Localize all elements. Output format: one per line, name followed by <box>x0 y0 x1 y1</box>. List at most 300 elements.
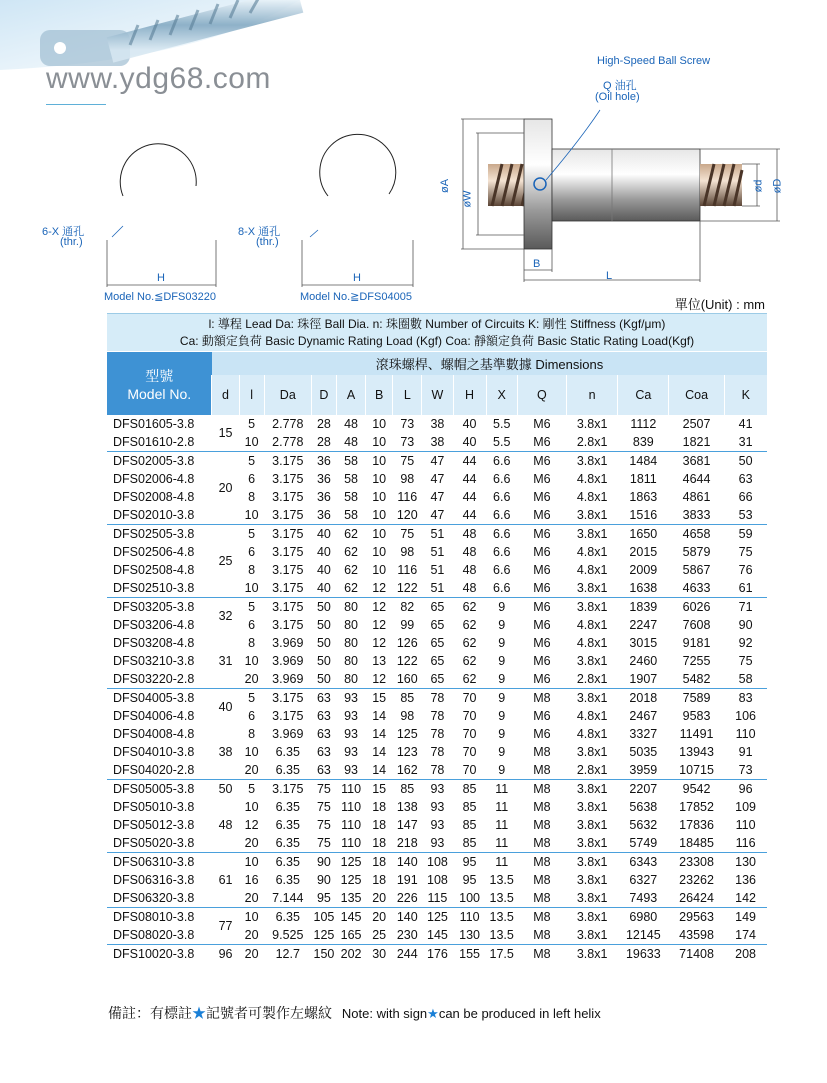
cell-x: 6.6 <box>493 581 511 595</box>
cell-d: 96 <box>212 945 239 964</box>
flange-profile-right <box>320 134 396 196</box>
cell-k: 136 <box>735 873 757 887</box>
cell-n: 4.8x1 <box>576 490 608 504</box>
cell-l: 126 <box>396 636 418 650</box>
cell-x: 9 <box>498 727 506 741</box>
legend-box <box>107 313 767 351</box>
cell-n: 3.8x1 <box>567 598 618 617</box>
cell-q: M8 <box>517 689 566 708</box>
cell-model: DFS02505-3.8 <box>107 525 212 544</box>
cell-l: 82 <box>393 598 422 617</box>
column-header-l: l <box>239 375 264 415</box>
cell-a: 125 <box>340 873 362 887</box>
cell-l: 10 <box>244 745 259 759</box>
cell-da: 3.969 <box>272 672 304 686</box>
cell-a: 48 <box>344 435 359 449</box>
column-header-n: n <box>567 375 618 415</box>
cell-model: DFS02006-4.8 <box>113 472 195 486</box>
cell-k: 76 <box>738 563 753 577</box>
cell-x: 9 <box>498 709 506 723</box>
cell-l: 116 <box>397 490 418 504</box>
cell-h: 48 <box>462 545 477 559</box>
cell-ca: 1516 <box>629 508 658 522</box>
column-header-da: Da <box>264 375 311 415</box>
cell-n: 3.8x1 <box>567 945 618 964</box>
table-row <box>107 743 767 761</box>
cell-model: DFS05010-3.8 <box>113 800 195 814</box>
cell-model: DFS02510-3.8 <box>113 581 195 595</box>
cell-h: 62 <box>462 618 477 632</box>
cell-l: 218 <box>396 836 418 850</box>
cell-k: 61 <box>738 581 753 595</box>
cell-n: 3.8x1 <box>576 745 608 759</box>
cell-ca: 5632 <box>629 818 658 832</box>
cell-q: M6 <box>517 452 566 471</box>
cell-x: 6.6 <box>493 563 511 577</box>
cell-b: 10 <box>372 472 387 486</box>
cell-n: 3.8x1 <box>576 836 608 850</box>
column-header-w: W <box>422 375 453 415</box>
cell-a: 135 <box>340 891 362 905</box>
holes-label-left-cn: 6-X 通孔 <box>42 226 85 238</box>
cell-model: DFS03206-4.8 <box>113 618 195 632</box>
cell-l: 20 <box>244 763 259 777</box>
cell-d: 20 <box>212 452 239 525</box>
cell-q: M6 <box>533 545 551 559</box>
cell-n: 4.8x1 <box>576 727 608 741</box>
cell-w: 47 <box>422 452 453 471</box>
cell-w: 65 <box>422 598 453 617</box>
cell-da: 12.7 <box>264 945 311 964</box>
cell-model: DFS04008-4.8 <box>113 727 195 741</box>
table-row <box>107 908 767 927</box>
cell-d: 38 <box>218 745 233 759</box>
cell-x: 13.5 <box>486 908 517 927</box>
cell-l: 85 <box>393 689 422 708</box>
cell-x: 13.5 <box>489 928 514 942</box>
cell-model: DFS02010-3.8 <box>113 508 195 522</box>
cell-coa: 7589 <box>669 689 724 708</box>
cell-coa: 43598 <box>679 928 714 942</box>
cell-b: 10 <box>372 417 387 431</box>
cell-a: 80 <box>344 618 359 632</box>
cell-h: 48 <box>453 525 486 544</box>
cell-h: 62 <box>462 654 477 668</box>
cell-n: 4.8x1 <box>576 545 608 559</box>
cell-d: 95 <box>316 891 331 905</box>
cell-da: 3.175 <box>272 508 304 522</box>
model-header-cn: 型號 <box>145 367 174 384</box>
cell-l: 20 <box>244 928 259 942</box>
site-url[interactable]: www.ydg68.com <box>46 62 271 95</box>
cell-coa: 6026 <box>669 598 724 617</box>
cell-da: 3.175 <box>272 581 304 595</box>
cell-x: 11 <box>495 800 509 814</box>
cell-h: 130 <box>459 928 480 942</box>
dim-label-H-left: H <box>157 272 165 284</box>
cell-k: 130 <box>724 853 767 872</box>
cell-ca: 3327 <box>629 727 658 741</box>
cell-model: DFS03205-3.8 <box>107 598 212 617</box>
cell-q: M8 <box>533 836 551 850</box>
cell-a: 80 <box>344 672 359 686</box>
cell-l: 122 <box>396 581 418 595</box>
cell-coa: 3681 <box>669 452 724 471</box>
cell-l: 8 <box>248 636 256 650</box>
cell-x: 17.5 <box>486 945 517 964</box>
cell-n: 3.8x1 <box>567 780 618 799</box>
table-row <box>107 945 767 964</box>
cell-a: 93 <box>344 727 359 741</box>
table-row <box>107 525 767 544</box>
cell-d: 77 <box>212 908 239 945</box>
cell-w: 115 <box>427 891 448 905</box>
cell-n: 4.8x1 <box>576 563 608 577</box>
cell-n: 3.8x1 <box>576 508 608 522</box>
cell-q: M8 <box>533 818 551 832</box>
cell-a: 110 <box>341 818 362 832</box>
cell-d: 50 <box>316 672 331 686</box>
cell-a: 110 <box>341 800 362 814</box>
cell-h: 95 <box>462 873 477 887</box>
cell-a: 58 <box>344 490 359 504</box>
cell-k: 142 <box>735 891 757 905</box>
cell-w: 108 <box>427 873 448 887</box>
cell-w: 93 <box>430 836 445 850</box>
cell-l: 73 <box>400 417 415 431</box>
cell-x: 13.5 <box>489 873 514 887</box>
cell-ca: 2247 <box>629 618 658 632</box>
cell-q: M8 <box>517 853 566 872</box>
cell-w: 65 <box>430 618 445 632</box>
table-row <box>107 798 767 816</box>
cell-k: 71 <box>724 598 767 617</box>
dim-label-W: øW <box>461 190 474 208</box>
cell-k: 58 <box>738 672 753 686</box>
cell-da: 3.175 <box>272 472 304 486</box>
cell-l: 123 <box>396 745 418 759</box>
cell-ca: 6343 <box>618 853 669 872</box>
cell-l: 20 <box>244 836 259 850</box>
cell-l: 10 <box>244 654 259 668</box>
cell-coa: 3833 <box>682 508 711 522</box>
table-row <box>107 871 767 889</box>
cell-l: 99 <box>400 618 415 632</box>
cell-coa: 7255 <box>682 654 711 668</box>
table-row <box>107 816 767 834</box>
cell-d: 63 <box>316 727 331 741</box>
cell-l: 10 <box>239 908 264 927</box>
footnote-en-prefix: Note: with sign <box>341 1006 428 1021</box>
cell-w: 78 <box>430 763 445 777</box>
cell-ca: 1811 <box>629 472 657 486</box>
cell-d: 63 <box>316 709 331 723</box>
cell-a: 125 <box>337 853 366 872</box>
cell-k: 110 <box>735 727 756 741</box>
cell-da: 3.175 <box>272 709 304 723</box>
cell-k: 110 <box>735 818 756 832</box>
cell-n: 3.8x1 <box>567 689 618 708</box>
cell-k: 75 <box>738 545 753 559</box>
cell-q: M8 <box>533 891 551 905</box>
cell-b: 12 <box>372 672 387 686</box>
cell-h: 40 <box>462 417 477 431</box>
flange-profile-left <box>120 144 196 196</box>
cell-k: 96 <box>724 780 767 799</box>
cell-model: DFS05012-3.8 <box>113 818 195 832</box>
cell-x: 9 <box>498 636 506 650</box>
cell-b: 14 <box>372 709 387 723</box>
cell-b: 12 <box>372 636 387 650</box>
cell-q: M6 <box>533 581 551 595</box>
table-row <box>107 488 767 506</box>
ball-screw-side-view <box>488 119 742 249</box>
cell-d: 75 <box>316 836 331 850</box>
cell-coa: 5482 <box>682 672 711 686</box>
cell-l: 75 <box>393 452 422 471</box>
cell-d: 63 <box>316 763 331 777</box>
cell-model: DFS10020-3.8 <box>107 945 212 964</box>
cell-l: 98 <box>400 545 415 559</box>
cell-n: 4.8x1 <box>576 636 608 650</box>
cell-l: 98 <box>400 709 415 723</box>
cell-b: 15 <box>366 689 393 708</box>
cell-x: 9 <box>498 672 506 686</box>
cell-a: 202 <box>337 945 366 964</box>
cell-l: 8 <box>248 727 256 741</box>
cell-coa: 4633 <box>682 581 711 595</box>
cell-l: 98 <box>400 472 415 486</box>
cell-n: 3.8x1 <box>567 853 618 872</box>
cell-l: 16 <box>244 873 259 887</box>
cell-da: 6.35 <box>275 873 300 887</box>
cell-ca: 6980 <box>618 908 669 927</box>
dim-label-H-right: H <box>353 272 361 284</box>
cell-q: M6 <box>533 472 551 486</box>
cell-w: 65 <box>430 654 445 668</box>
cell-d: 50 <box>316 654 331 668</box>
cell-k: 41 <box>738 417 753 431</box>
cell-d: 50 <box>311 598 336 617</box>
column-header-d: D <box>311 375 336 415</box>
cell-coa: 5867 <box>682 563 711 577</box>
cell-h: 85 <box>462 836 477 850</box>
cell-q: M8 <box>533 745 551 759</box>
table-row <box>107 761 767 780</box>
cell-x: 9 <box>498 654 506 668</box>
cell-coa: 9583 <box>682 709 711 723</box>
cell-x: 6.6 <box>493 508 511 522</box>
cell-model: DFS04005-3.8 <box>107 689 212 708</box>
cell-x: 6.6 <box>493 472 511 486</box>
cell-q: M6 <box>533 563 551 577</box>
cell-x: 9 <box>486 689 517 708</box>
cell-model: DFS02508-4.8 <box>113 563 195 577</box>
cell-k: 106 <box>735 709 757 723</box>
cell-l: 6 <box>248 709 256 723</box>
footnote-en-suffix: can be produced in left helix <box>438 1006 601 1021</box>
cell-model: DFS05020-3.8 <box>113 836 195 850</box>
cell-n: 4.8x1 <box>576 618 608 632</box>
cell-b: 10 <box>372 563 387 577</box>
cell-d: 50 <box>212 780 239 799</box>
holes-label-right-cn: 8-X 通孔 <box>238 226 281 238</box>
cell-l: 5 <box>239 689 264 708</box>
cell-w: 125 <box>422 908 453 927</box>
model-range-left: Model No.≦DFS03220 <box>104 291 216 303</box>
cell-model: DFS08020-3.8 <box>113 928 195 942</box>
cell-l: 10 <box>244 435 259 449</box>
cell-w: 78 <box>422 689 453 708</box>
cell-coa: 5879 <box>682 545 711 559</box>
column-header-q: Q <box>517 375 566 415</box>
cell-a: 62 <box>344 563 359 577</box>
column-header-h: H <box>453 375 486 415</box>
cell-d: 75 <box>316 800 331 814</box>
cell-da: 6.35 <box>275 800 300 814</box>
cell-h: 155 <box>453 945 486 964</box>
cell-ca: 5035 <box>629 745 658 759</box>
cell-a: 93 <box>344 709 359 723</box>
cell-k: 92 <box>738 636 753 650</box>
cell-w: 176 <box>422 945 453 964</box>
column-header-a: A <box>337 375 366 415</box>
cell-d: 32 <box>212 598 239 635</box>
cell-n: 2.8x1 <box>576 435 608 449</box>
cell-model: DFS02506-4.8 <box>113 545 195 559</box>
cell-q: M8 <box>517 908 566 927</box>
cell-l: 85 <box>393 780 422 799</box>
cell-q: M6 <box>533 490 551 504</box>
cell-d: 90 <box>316 873 331 887</box>
cell-w: 145 <box>427 928 448 942</box>
cell-b: 18 <box>372 818 387 832</box>
cell-da: 3.175 <box>272 490 304 504</box>
cell-k: 109 <box>735 800 757 814</box>
model-range-right: Model No.≧DFS04005 <box>300 291 412 303</box>
cell-l: 8 <box>248 490 256 504</box>
cell-a: 48 <box>344 417 359 431</box>
cell-n: 3.8x1 <box>576 818 608 832</box>
cell-model: DFS02008-4.8 <box>113 490 195 504</box>
cell-coa: 23262 <box>679 873 714 887</box>
cell-q: M6 <box>533 417 551 431</box>
cell-a: 62 <box>337 525 366 544</box>
cell-l: 10 <box>244 800 259 814</box>
cell-ca: 19633 <box>618 945 669 964</box>
cell-da: 3.175 <box>264 689 311 708</box>
cell-h: 62 <box>453 598 486 617</box>
cell-q: M6 <box>517 525 566 544</box>
cell-coa: 7608 <box>682 618 711 632</box>
cell-coa: 2507 <box>682 417 711 431</box>
column-header-b: B <box>366 375 393 415</box>
cell-d: 75 <box>316 818 331 832</box>
cell-da: 2.778 <box>272 417 304 431</box>
cell-q: M6 <box>533 618 551 632</box>
cell-x: 11 <box>495 818 509 832</box>
cell-model: DFS04020-2.8 <box>113 763 195 777</box>
cell-ca: 3015 <box>629 636 658 650</box>
table-row <box>107 616 767 634</box>
cell-q: M6 <box>517 598 566 617</box>
cell-d: 48 <box>218 818 233 832</box>
cell-w: 93 <box>422 780 453 799</box>
cell-model: DFS06310-3.8 <box>107 853 212 872</box>
cell-b: 18 <box>372 873 387 887</box>
cell-k: 53 <box>738 508 753 522</box>
cell-b: 25 <box>372 928 387 942</box>
column-header-k: K <box>724 375 767 415</box>
cell-ca: 1650 <box>618 525 669 544</box>
cell-w: 51 <box>430 563 445 577</box>
cell-k: 174 <box>735 928 757 942</box>
cell-l: 191 <box>396 873 418 887</box>
cell-x: 9 <box>486 598 517 617</box>
spec-table-body <box>107 415 767 963</box>
oil-hole-label-en: (Oil hole) <box>595 91 640 103</box>
cell-l: 5 <box>239 780 264 799</box>
cell-l: 5 <box>248 417 256 431</box>
cell-l: 230 <box>396 928 418 942</box>
cell-a: 93 <box>337 689 366 708</box>
cell-l: 125 <box>396 727 418 741</box>
holes-label-right-en: (thr.) <box>256 236 279 248</box>
cell-x: 9 <box>498 745 506 759</box>
column-header-d: d <box>212 375 239 415</box>
cell-w: 78 <box>430 745 445 759</box>
cell-coa: 17852 <box>679 800 714 814</box>
cell-l: 160 <box>396 672 418 686</box>
cell-coa: 4644 <box>682 472 711 486</box>
cell-model: DFS03208-4.8 <box>113 636 195 650</box>
cell-d: 75 <box>311 780 336 799</box>
cell-w: 108 <box>422 853 453 872</box>
cell-a: 93 <box>344 763 359 777</box>
cell-d: 36 <box>316 508 331 522</box>
cell-q: M8 <box>533 800 551 814</box>
cell-ca: 1638 <box>629 581 658 595</box>
cell-l: 8 <box>248 563 256 577</box>
cell-k: 63 <box>738 472 753 486</box>
cell-d: 40 <box>316 563 331 577</box>
cell-l: 73 <box>400 435 415 449</box>
cell-w: 93 <box>430 800 445 814</box>
cell-l: 6 <box>248 472 256 486</box>
column-header-coa: Coa <box>669 375 724 415</box>
cell-a: 80 <box>344 636 359 650</box>
cell-b: 18 <box>372 836 387 850</box>
cell-w: 51 <box>430 581 445 595</box>
cell-coa: 18485 <box>679 836 714 850</box>
cell-d: 50 <box>316 636 331 650</box>
cell-da: 6.35 <box>275 818 300 832</box>
table-row <box>107 853 767 872</box>
cell-ca: 6327 <box>629 873 658 887</box>
cell-d: 40 <box>311 525 336 544</box>
cell-b: 10 <box>372 508 387 522</box>
cell-da: 2.778 <box>272 435 304 449</box>
cell-a: 80 <box>344 654 359 668</box>
cell-da: 3.175 <box>264 525 311 544</box>
cell-x: 5.5 <box>493 435 511 449</box>
cell-h: 44 <box>462 508 477 522</box>
cell-ca: 12145 <box>625 928 661 942</box>
cell-h: 62 <box>462 636 477 650</box>
cell-b: 10 <box>372 490 387 504</box>
cell-q: M8 <box>533 873 551 887</box>
cell-da: 6.35 <box>275 763 300 777</box>
